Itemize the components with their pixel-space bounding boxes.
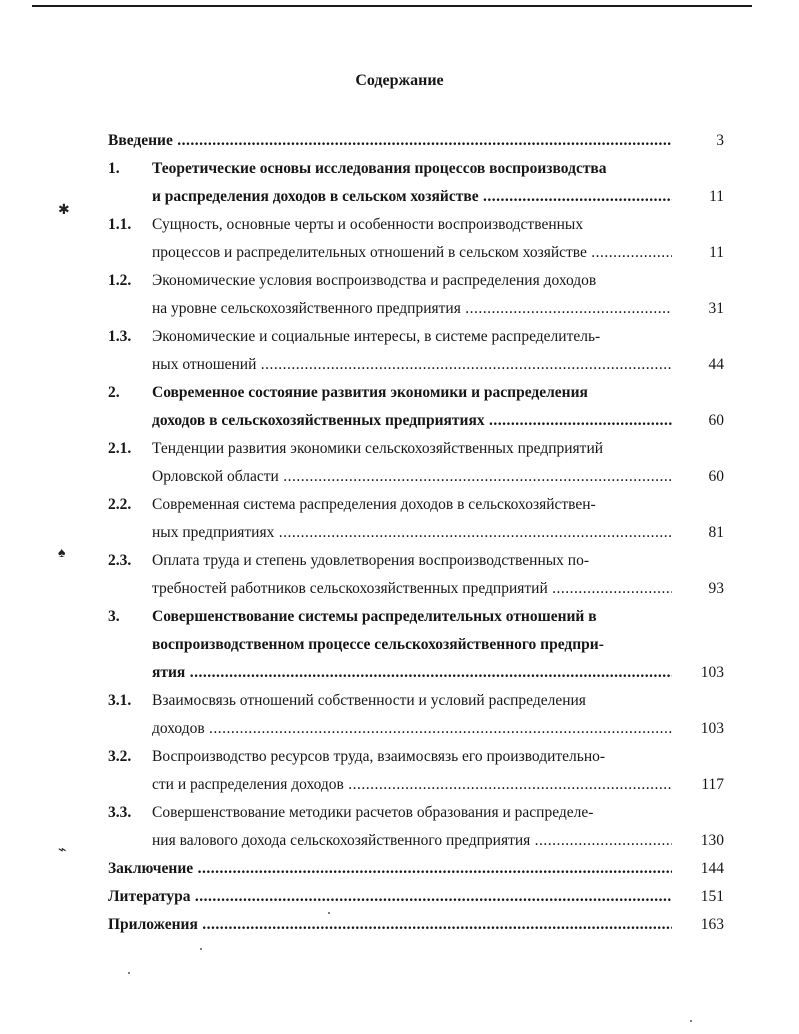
toc-entry-text: Экономические и социальные интересы, в системе распределитель- (152, 328, 601, 345)
toc-number: 3.3. (108, 804, 132, 821)
toc-entry-text: Воспроизводство ресурсов труда, взаимосвязь его производительно- (152, 748, 606, 765)
toc-entry-text: требностей работников сельскохозяйственных предприятий ..... (152, 578, 672, 600)
toc-entry-text: доходов ..... (152, 718, 672, 740)
margin-mark-icon: ⌁ (58, 843, 67, 858)
toc-page-number: 130 (700, 832, 724, 849)
toc-row (108, 746, 724, 768)
toc-entry-text: Литература ..... (108, 886, 672, 908)
toc-row (108, 858, 724, 880)
toc-number: 2.2. (108, 496, 132, 513)
toc-entry-text: Современная система распределения доходов в сельскохозяйствен- (152, 496, 596, 513)
toc-entry-text: Современное состояние развития экономики и распределения (152, 384, 588, 401)
toc-entry-text: Совершенствование методики расчетов образования и распределе- (152, 804, 594, 821)
toc-number: 3. (108, 608, 120, 625)
toc-entry-text: Совершенствование системы распределительных отношений в (152, 608, 597, 625)
toc-row (108, 354, 724, 376)
toc-row (108, 914, 724, 936)
toc-entry-text: процессов и распределительных отношений в сельском хозяйстве ..... (152, 242, 672, 264)
toc-entry-text: Экономические условия воспроизводства и распределения доходов (152, 272, 597, 289)
toc-entry-text: сти и распределения доходов ..... (152, 774, 672, 796)
toc-row (108, 130, 724, 152)
toc-row (108, 382, 724, 404)
toc-entry-text: ных предприятиях ..... (152, 522, 672, 544)
toc-row (108, 886, 724, 908)
toc-number: 1.2. (108, 272, 132, 289)
toc-row (108, 186, 724, 208)
toc-row (108, 718, 724, 740)
toc-entry-text: ятия ..... (152, 662, 672, 684)
page-title: Содержание (355, 72, 444, 89)
toc-entry-text: Сущность, основные черты и особенности воспроизводственных (152, 216, 584, 233)
toc-entry-text: ния валового дохода сельскохозяйственного предприятия ..... (152, 830, 672, 852)
margin-mark-icon: ♠ (58, 546, 66, 561)
toc-row (108, 830, 724, 852)
toc-entry-text: Орловской области ..... (152, 466, 672, 488)
toc-row (108, 270, 724, 292)
toc-page-number: 93 (708, 580, 724, 597)
toc-row (108, 214, 724, 236)
toc-number: 1. (108, 160, 120, 177)
toc-number: 2.1. (108, 440, 132, 457)
toc-page-number: 11 (709, 244, 724, 261)
toc-entry-text: Заключение ..... (108, 858, 672, 880)
toc-page-number: 31 (708, 300, 724, 317)
toc-number: 3.1. (108, 692, 132, 709)
toc-page-number: 144 (700, 860, 724, 877)
toc-page-number: 103 (700, 664, 724, 681)
toc-page-number: 151 (700, 888, 724, 905)
toc-number: 2.3. (108, 552, 132, 569)
toc-row (108, 550, 724, 572)
toc-entry-text: Теоретические основы исследования процессов воспроизводства (152, 160, 607, 177)
toc-row (108, 242, 724, 264)
toc-entry-text: воспроизводственном процессе сельскохозяйственного предпри- (152, 636, 604, 653)
toc-entry-text: Приложения ..... (108, 914, 672, 936)
toc-row (108, 298, 724, 320)
toc-number: 2. (108, 384, 120, 401)
toc-row (108, 466, 724, 488)
toc-page-number: 60 (708, 412, 724, 429)
toc-entry-text: доходов в сельскохозяйственных предприятиях ..... (152, 410, 672, 432)
toc-row (108, 494, 724, 516)
margin-mark-icon: ✱ (58, 203, 70, 218)
toc-row (108, 774, 724, 796)
toc-page-number: 11 (709, 188, 724, 205)
toc-number: 3.2. (108, 748, 132, 765)
toc-entry-text: Тенденции развития экономики сельскохозяйственных предприятий (152, 440, 604, 457)
toc-row (108, 522, 724, 544)
toc-row (108, 606, 724, 628)
toc-page-number: 44 (708, 356, 724, 373)
toc-page-number: 3 (716, 132, 724, 149)
toc-page-number: 81 (708, 524, 724, 541)
toc-entry-text: Введение ..... (108, 130, 672, 152)
toc-row (108, 634, 724, 656)
toc-entry-text: Взаимосвязь отношений собственности и условий распределения (152, 692, 586, 709)
toc-entry-text: и распределения доходов в сельском хозяйстве ..... (152, 186, 672, 208)
toc-row (108, 438, 724, 460)
toc-entry-text: ных отношений ..... (152, 354, 672, 376)
toc-page-number: 163 (700, 916, 724, 933)
toc-number: 1.3. (108, 328, 132, 345)
toc-row (108, 158, 724, 180)
toc-row (108, 578, 724, 600)
toc-entry-text: Оплата труда и степень удовлетворения воспроизводственных по- (152, 552, 589, 569)
toc-row (108, 690, 724, 712)
toc-row (108, 326, 724, 348)
toc-row (108, 662, 724, 684)
toc-page-number: 117 (701, 776, 724, 793)
toc-number: 1.1. (108, 216, 132, 233)
toc-entry-text: на уровне сельскохозяйственного предприятия ..... (152, 298, 672, 320)
toc-page-number: 60 (708, 468, 724, 485)
toc-row (108, 410, 724, 432)
toc-row (108, 802, 724, 824)
toc-page-number: 103 (700, 720, 724, 737)
